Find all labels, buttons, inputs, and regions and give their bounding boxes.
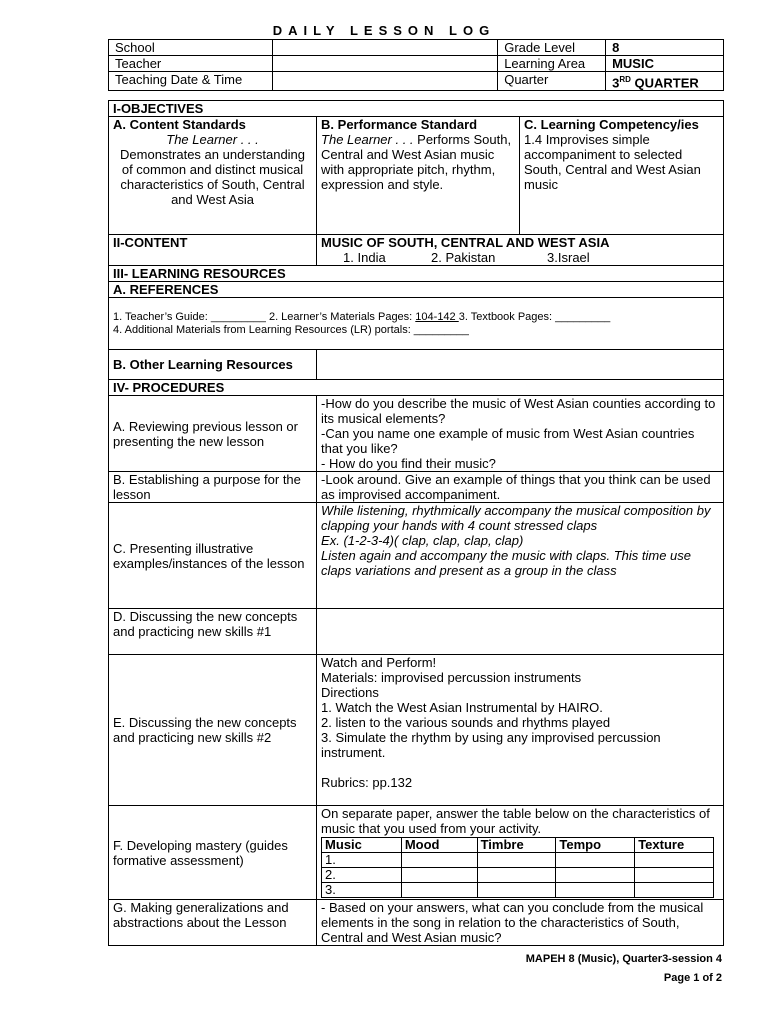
table-cell[interactable] — [635, 853, 714, 868]
table-cell[interactable] — [477, 883, 556, 898]
table-cell[interactable] — [477, 868, 556, 883]
procedure-a-content — [317, 396, 724, 472]
references-line-2: 4. Additional Materials from Learning Resources (LR) portals: _________ — [113, 323, 469, 336]
procedure-d-content[interactable] — [317, 609, 724, 655]
procedure-e-line: Watch and Perform! — [321, 655, 437, 670]
teacher-field[interactable] — [272, 56, 497, 72]
footer-page-number: Page 1 of 2 — [663, 972, 722, 984]
learning-competency-cell — [520, 117, 724, 235]
school-label: School — [109, 40, 273, 56]
procedures-heading: IV- PROCEDURES — [109, 380, 724, 396]
procedure-e-label: E. Discussing the new concepts and practicing new skills #2 — [109, 655, 317, 806]
procedure-e-line: 1. Watch the West Asian Instrumental by HAIRO. — [321, 700, 603, 715]
other-resources-field[interactable] — [317, 350, 724, 380]
document-title: DAILY LESSON LOG — [272, 23, 496, 38]
learning-area-value: MUSIC — [606, 56, 724, 72]
learning-area-label: Learning Area — [498, 56, 606, 72]
procedure-a-label: A. Reviewing previous lesson or presenting the new lesson — [109, 396, 317, 472]
performance-standard-text: Performs South, Central and West Asian music with appropriate pitch, rhythm, expression and style. — [321, 132, 512, 192]
procedure-e-rubrics: Rubrics: pp.132 — [321, 775, 413, 790]
column-header-mood: Mood — [401, 838, 477, 853]
procedure-f-label: F. Developing mastery (guides formative assessment) — [109, 806, 317, 900]
table-cell[interactable] — [635, 883, 714, 898]
content-label: II-CONTENT — [109, 235, 317, 266]
content-cell — [317, 235, 724, 266]
row-number: 3. — [322, 883, 402, 898]
learning-resources-heading: III- LEARNING RESOURCES — [109, 266, 724, 282]
content-standards-text: Demonstrates an understanding of common and distinct musical characteristics of South, Central and West Asia — [120, 147, 306, 207]
procedure-d-label: D. Discussing the new concepts and practicing new skills #1 — [109, 609, 317, 655]
other-resources-label: B. Other Learning Resources — [109, 350, 317, 380]
learners-materials-pages: 104-142 — [415, 310, 459, 323]
objectives-heading: I-OBJECTIVES — [109, 101, 724, 117]
quarter-suffix: RD — [619, 75, 631, 84]
procedure-g-label: G. Making generalizations and abstractions about the Lesson — [109, 900, 317, 946]
content-items — [321, 250, 719, 265]
content-item-israel: 3.Israel — [547, 250, 590, 265]
performance-standard-title: B. Performance Standard — [321, 117, 478, 132]
column-header-music: Music — [322, 838, 402, 853]
teaching-date-label: Teaching Date & Time — [109, 72, 273, 91]
row-number: 2. — [322, 868, 402, 883]
content-standards-cell — [109, 117, 317, 235]
header-table — [108, 39, 724, 91]
learning-competency-title: C. Learning Competency/ies — [524, 117, 699, 132]
performance-standard-cell — [317, 117, 520, 235]
performance-standard-learner: The Learner . . . — [321, 132, 414, 147]
teaching-date-field[interactable] — [272, 72, 497, 91]
grade-level-value: 8 — [606, 40, 724, 56]
quarter-number: 3 — [612, 75, 620, 91]
column-header-texture: Texture — [635, 838, 714, 853]
table-row — [322, 868, 714, 883]
procedure-a-line: -Can you name one example of music from West Asian countries that you like? — [321, 426, 695, 456]
textbook-pages: 3. Textbook Pages: _________ — [458, 310, 611, 323]
performance-standard-body — [321, 132, 515, 192]
table-cell[interactable] — [556, 883, 635, 898]
quarter-word: QUARTER — [630, 75, 699, 91]
quarter-label: Quarter — [498, 72, 606, 91]
procedure-a-line: - How do you find their music? — [321, 456, 496, 471]
references-guide: 1. Teacher’s Guide: _________ 2. Learner’s Materials Pages: — [113, 310, 416, 323]
content-item-india: 1. India — [343, 250, 386, 265]
procedure-e-content — [317, 655, 724, 806]
row-number: 1. — [322, 853, 402, 868]
footer-course: MAPEH 8 (Music), Quarter3-session 4 — [525, 953, 722, 965]
school-field[interactable] — [272, 40, 497, 56]
grade-level-label: Grade Level — [498, 40, 606, 56]
procedure-e-line: Directions — [321, 685, 379, 700]
table-cell[interactable] — [556, 853, 635, 868]
content-standards-title: A. Content Standards — [113, 117, 246, 132]
column-header-timbre: Timbre — [477, 838, 556, 853]
quarter-value — [606, 72, 724, 91]
column-header-tempo: Tempo — [556, 838, 635, 853]
table-row — [322, 883, 714, 898]
procedure-f-text: On separate paper, answer the table below on the characteristics of music that you used from your activity. — [321, 806, 710, 836]
table-cell[interactable] — [401, 868, 477, 883]
table-cell[interactable] — [635, 868, 714, 883]
procedure-a-line: -How do you describe the music of West Asian counties according to its musical elements? — [321, 396, 716, 426]
procedure-c-line: While listening, rhythmically accompany the musical composition by clapping your hands with 4 count stressed claps — [321, 503, 711, 533]
learning-competency-text: 1.4 Improvises simple accompaniment to selected South, Central and West Asian music — [524, 132, 701, 192]
table-cell[interactable] — [477, 853, 556, 868]
content-standards-learner: The Learner . . . — [166, 132, 259, 147]
characteristics-table — [321, 837, 714, 898]
content-title: MUSIC OF SOUTH, CENTRAL AND WEST ASIA — [321, 235, 610, 250]
procedure-g-content: - Based on your answers, what can you conclude from the musical elements in the song in relation to the characteristics of South, Central and West Asian music? — [317, 900, 724, 946]
procedure-e-line: 2. listen to the various sounds and rhythms played — [321, 715, 611, 730]
procedure-e-line: Materials: improvised percussion instruments — [321, 670, 582, 685]
procedure-b-content: -Look around. Give an example of things that you think can be used as improvised accompaniment. — [317, 472, 724, 503]
procedure-f-content — [317, 806, 724, 900]
table-cell[interactable] — [401, 853, 477, 868]
lesson-log-table — [108, 100, 724, 946]
content-item-pakistan: 2. Pakistan — [431, 250, 496, 265]
table-cell[interactable] — [556, 868, 635, 883]
teacher-label: Teacher — [109, 56, 273, 72]
procedure-c-line: Listen again and accompany the music with claps. This time use claps variations and present as a group in the class — [321, 548, 692, 578]
references-heading: A. REFERENCES — [109, 282, 724, 298]
procedure-c-line: Ex. (1-2-3-4)( clap, clap, clap, clap) — [321, 533, 524, 548]
procedure-c-label: C. Presenting illustrative examples/instances of the lesson — [109, 503, 317, 609]
table-cell[interactable] — [401, 883, 477, 898]
references-cell — [109, 298, 724, 350]
procedure-e-line: 3. Simulate the rhythm by using any improvised percussion instrument. — [321, 730, 661, 760]
table-row — [322, 853, 714, 868]
procedure-b-label: B. Establishing a purpose for the lesson — [109, 472, 317, 503]
procedure-c-content — [317, 503, 724, 609]
references-line-1 — [113, 311, 719, 324]
